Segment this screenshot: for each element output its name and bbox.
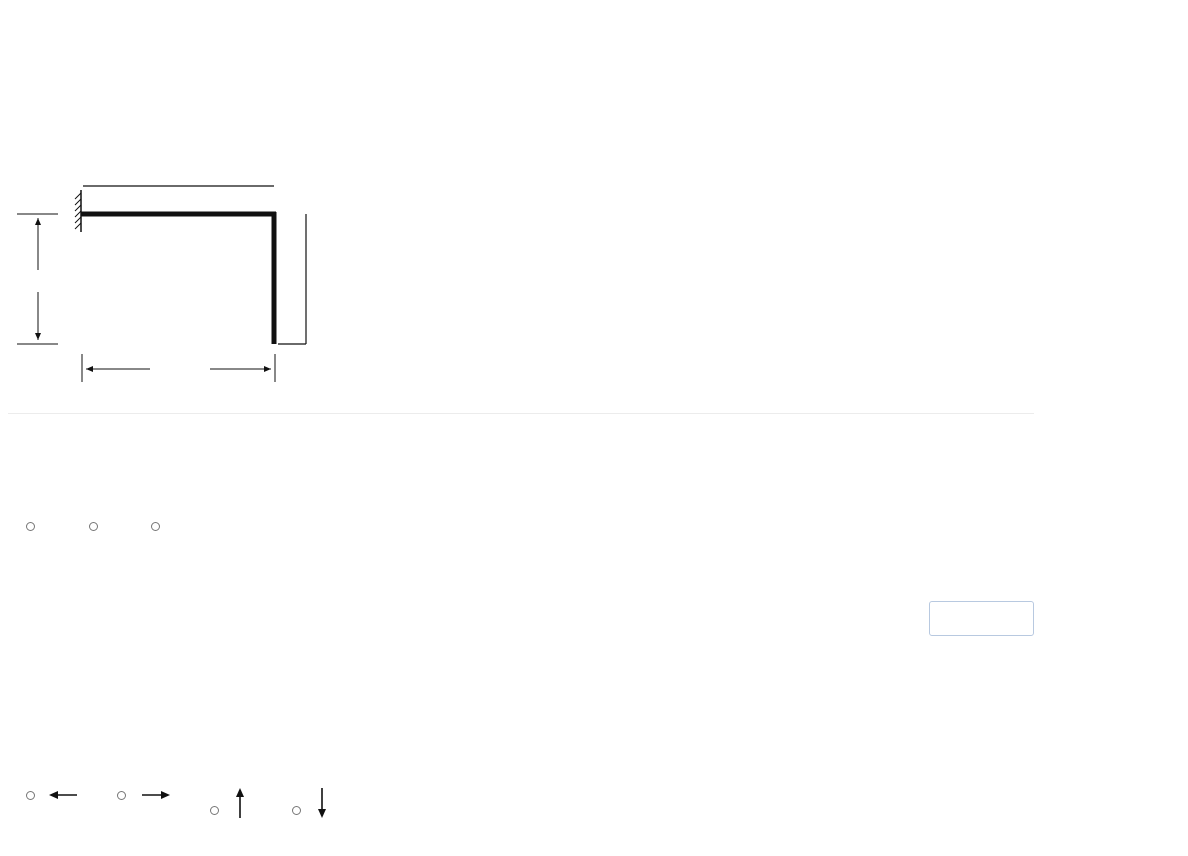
option-up[interactable] [210, 786, 247, 820]
submit-part-button[interactable] [929, 601, 1034, 636]
section-divider [8, 413, 1034, 414]
option-left[interactable] [26, 788, 81, 802]
arrow-down-icon [315, 786, 329, 820]
option-right[interactable] [117, 788, 172, 802]
option-c[interactable] [151, 522, 168, 531]
radio-button[interactable] [117, 791, 126, 800]
frame-diagram [0, 150, 360, 390]
option-down[interactable] [292, 786, 329, 820]
arrow-right-icon [138, 788, 172, 802]
radio-button[interactable] [26, 791, 35, 800]
option-b[interactable] [89, 522, 106, 531]
arrow-left-icon [47, 788, 81, 802]
option-a[interactable] [26, 522, 43, 531]
radio-button[interactable] [151, 522, 160, 531]
radio-button[interactable] [89, 522, 98, 531]
radio-button[interactable] [292, 806, 301, 815]
dimension-l [17, 214, 58, 344]
radio-button[interactable] [26, 522, 35, 531]
fixed-support-icon [75, 190, 81, 232]
radio-button[interactable] [210, 806, 219, 815]
dimension-span [82, 354, 275, 382]
arrow-up-icon [233, 786, 247, 820]
distributed-load-side [278, 214, 306, 344]
